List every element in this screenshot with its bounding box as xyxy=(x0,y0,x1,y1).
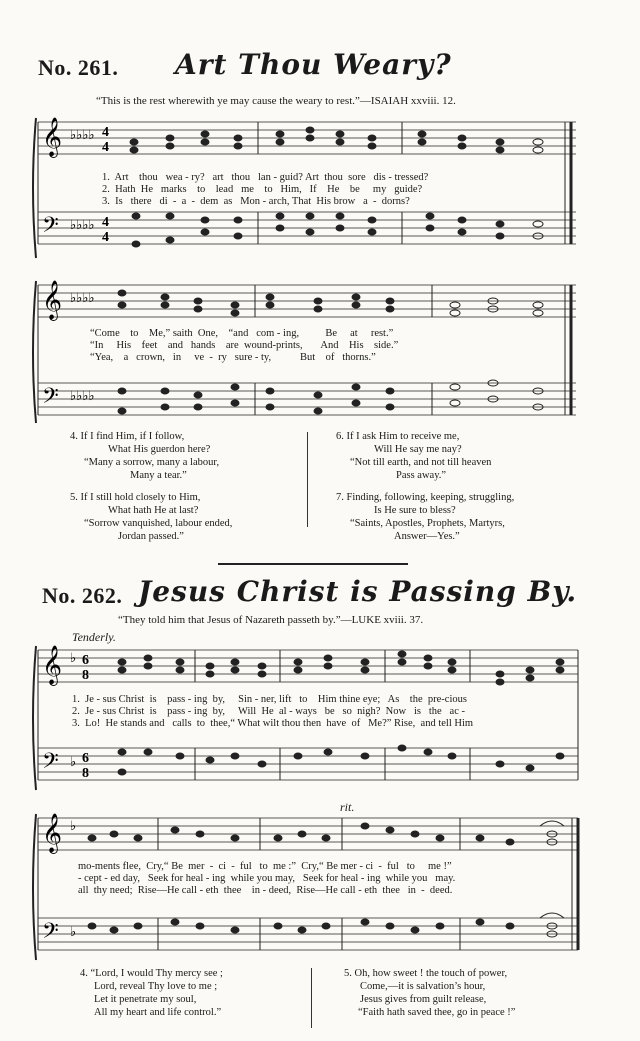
hymn-262-number: No. 262. xyxy=(42,583,123,608)
hymn-262-epigraph: “They told him that Jesus of Nazareth passeth by.”—LUKE xviii. 37. xyxy=(118,614,424,626)
verse-line: 4. If I find Him, if I follow, xyxy=(70,431,185,442)
svg-text:𝄢: 𝄢 xyxy=(42,919,59,949)
svg-text:4: 4 xyxy=(102,140,109,155)
svg-text:♭: ♭ xyxy=(70,754,77,769)
svg-text:♭: ♭ xyxy=(70,924,77,939)
svg-text:𝄢: 𝄢 xyxy=(42,749,59,779)
verse-divider xyxy=(311,968,312,1028)
svg-text:8: 8 xyxy=(82,766,89,781)
verse-line: 7. Finding, following, keeping, struggling, xyxy=(336,492,515,503)
svg-text:4: 4 xyxy=(102,230,109,245)
verse-line: Is He sure to bless? xyxy=(374,505,456,516)
verse-line: Jesus gives from guilt release, xyxy=(360,994,487,1005)
svg-text:𝄢: 𝄢 xyxy=(42,213,59,243)
hymn-261-number: No. 261. xyxy=(38,55,119,80)
svg-text:4: 4 xyxy=(102,125,109,140)
hymn-261-lyric-line: 2. Hath He marks to lead me to Him, If He be my guide? xyxy=(102,184,423,195)
hymn-262-lyric-line: 3. Lo! He stands and calls to thee,“ What wilt thou then have of Me?” Rise, and tell Him xyxy=(72,718,474,729)
hymn-261-title: Art Thou Weary? xyxy=(175,48,452,81)
hymn-261-epigraph: “This is the rest wherewith ye may cause the weary to rest.”—ISAIAH xxviii. 12. xyxy=(96,95,456,107)
verse-line: “Many a sorrow, many a labour, xyxy=(84,457,220,468)
svg-text:♭♭♭♭: ♭♭♭♭ xyxy=(70,388,95,403)
verse-line: 4. “Lord, I would Thy mercy see ; xyxy=(80,968,223,979)
hymn-262-title: Jesus Christ is Passing By. xyxy=(138,575,578,608)
verse-divider xyxy=(307,432,308,527)
verse-line: Jordan passed.” xyxy=(118,531,184,542)
hymn-261-lyric-line: 3. Is there di - a - dem as Mon - arch, That His brow a - dorns? xyxy=(102,196,410,207)
svg-text:8: 8 xyxy=(82,668,89,683)
hymn-261-lyric-line: “In His feet and hands are wound-prints, And His side.” xyxy=(90,340,399,351)
verse-line: Many a tear.” xyxy=(130,470,187,481)
svg-text:𝄞: 𝄞 xyxy=(42,280,63,320)
verse-line: What hath He at last? xyxy=(108,505,199,516)
verse-line: Come,—it is salvation’s hour, xyxy=(360,981,486,992)
verse-line: What His guerdon here? xyxy=(108,444,211,455)
hymn-261-lyric-line: “Yea, a crown, in ve - ry sure - ty, But of thorns.” xyxy=(90,352,376,363)
svg-text:♭♭♭♭: ♭♭♭♭ xyxy=(70,290,95,305)
hymn-262-lyric-line: 2. Je - sus Christ is pass - ing by, Will He al - ways be so nigh? Now is the ac - xyxy=(72,706,465,717)
verse-line: “Not till earth, and not till heaven xyxy=(350,457,492,468)
verse-line: Let it penetrate my soul, xyxy=(94,994,197,1005)
rit-marking: rit. xyxy=(340,800,355,814)
verse-line: “Saints, Apostles, Prophets, Martyrs, xyxy=(350,518,505,529)
verse-line: Will He say me nay? xyxy=(374,444,462,455)
hymn-262-lyric-line: 1. Je - sus Christ is pass - ing by, Sin - ner, lift to Him thine eye; As the pre-cious xyxy=(72,694,467,705)
verse-line: 5. Oh, how sweet ! the touch of power, xyxy=(344,968,508,979)
verse-line: All my heart and life control.” xyxy=(94,1007,222,1018)
hymn-262-verses-right xyxy=(344,967,594,1019)
svg-text:♭♭♭♭: ♭♭♭♭ xyxy=(70,217,95,232)
hymn-261-verses-left xyxy=(70,430,300,543)
hymn-261-lyric-line: “Come to Me,” saith One, “and com - ing, Be at rest.” xyxy=(90,328,394,339)
svg-text:𝄞: 𝄞 xyxy=(42,117,63,157)
svg-text:6: 6 xyxy=(82,751,89,766)
svg-text:4: 4 xyxy=(102,215,109,230)
verse-line: 5. If I still hold closely to Him, xyxy=(70,492,201,503)
svg-text:♭♭♭♭: ♭♭♭♭ xyxy=(70,127,95,142)
hymn-261-verses-right xyxy=(336,430,586,543)
svg-text:♭: ♭ xyxy=(70,818,77,833)
tempo-marking: Tenderly. xyxy=(72,630,116,644)
verse-line: Pass away.” xyxy=(396,470,447,481)
hymn-262-lyric-line: - cept - ed day, Seek for heal - ing while you may, Seek for heal - ing while you may. xyxy=(78,873,456,884)
hymn-262-verses-left xyxy=(80,967,310,1019)
svg-text:𝄞: 𝄞 xyxy=(42,645,63,685)
verse-line: “Faith hath saved thee, go in peace !” xyxy=(358,1007,516,1018)
svg-text:𝄢: 𝄢 xyxy=(42,384,59,414)
section-divider xyxy=(218,563,408,565)
hymn-262-lyric-line: all thy need; Rise—He call - eth thee in - deed, Rise—He call - eth thee in - deed. xyxy=(78,885,453,896)
verse-line: 6. If I ask Him to receive me, xyxy=(336,431,460,442)
hymn-262-lyric-line: mo-ments flee, Cry,“ Be mer - ci - ful to me :” Cry,“ Be mer - ci - ful to me !” xyxy=(78,861,452,872)
svg-text:6: 6 xyxy=(82,653,89,668)
verse-line: “Sorrow vanquished, labour ended, xyxy=(84,518,233,529)
verse-line: Lord, reveal Thy love to me ; xyxy=(94,981,218,992)
verse-line: Answer—Yes.” xyxy=(394,531,460,542)
hymn-261-lyric-line: 1. Art thou wea - ry? art thou lan - guid? Art thou sore dis - tressed? xyxy=(102,172,429,183)
svg-text:𝄞: 𝄞 xyxy=(42,813,63,853)
svg-text:♭: ♭ xyxy=(70,650,77,665)
